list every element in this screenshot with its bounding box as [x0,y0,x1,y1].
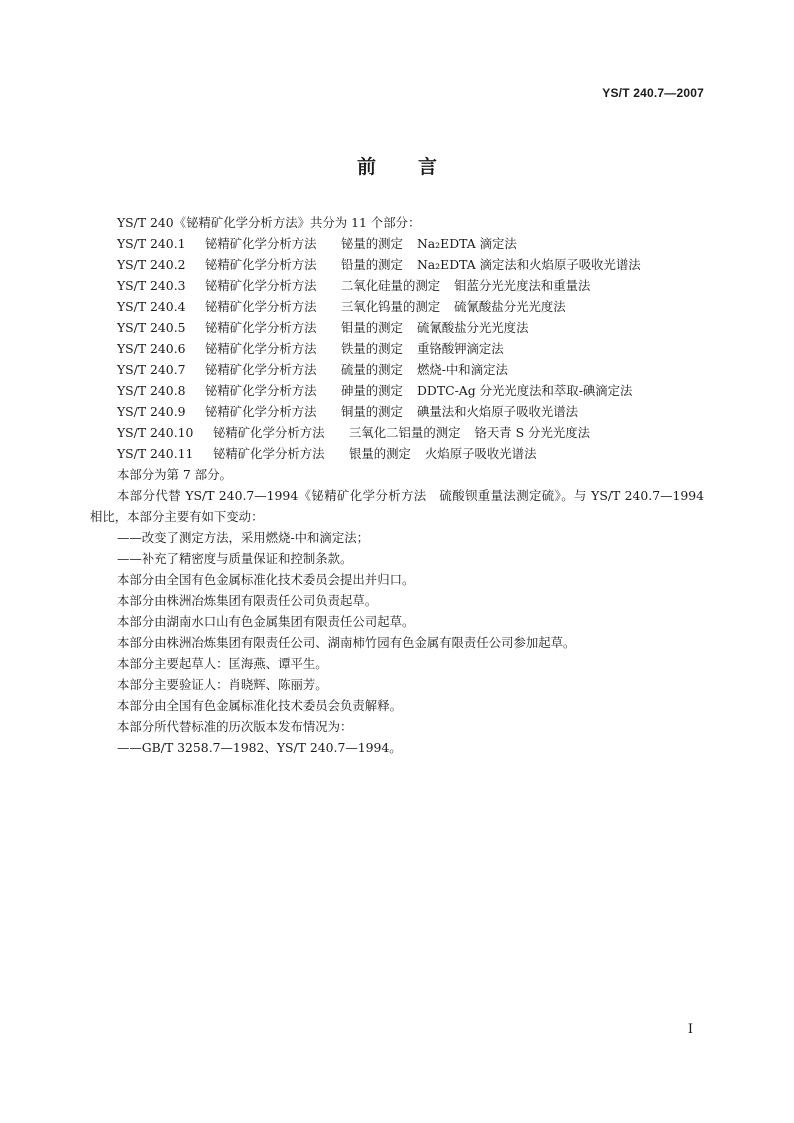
part-item: 铁量的测定 [341,341,403,356]
statement-interpretation: 本部分由全国有色金属标准化技术委员会负责解释。 [117,698,402,713]
part-main-title: 铋精矿化学分析方法 [205,236,317,251]
part-code: YS/T 240.10 [117,425,194,440]
statement-participants: 本部分由株洲冶炼集团有限责任公司、湖南柿竹园有色金属有限责任公司参加起草。 [117,635,576,650]
part-method: 燃烧-中和滴定法 [416,362,508,377]
history-item: ——GB/T 3258.7—1982、YS/T 240.7—1994。 [117,740,402,755]
list-item [90,422,704,443]
list-item [90,443,704,464]
list-item [90,275,704,296]
part-method: 铬天青 S 分光光度法 [474,425,591,440]
part-code: YS/T 240.7 [117,362,186,377]
part-method: 钼蓝分光光度法和重量法 [454,278,591,293]
part-main-title: 铋精矿化学分析方法 [213,446,325,461]
statement-verifiers: 本部分主要验证人：肖晓辉、陈丽芳。 [117,677,328,692]
part-method: 硫氰酸盐分光光度法 [454,299,566,314]
list-item [90,317,704,338]
part-code: YS/T 240.8 [117,383,186,398]
part-main-title: 铋精矿化学分析方法 [205,341,317,356]
page-title: 前言 [356,156,479,178]
part-code: YS/T 240.5 [117,320,186,335]
list-item [90,338,704,359]
list-item [90,254,704,275]
list-item [90,401,704,422]
part-item: 银量的测定 [349,446,411,461]
this-part-statement: 本部分为第 7 部分。 [117,467,232,482]
part-item: 硫量的测定 [341,362,403,377]
statement-drafted-by: 本部分由株洲冶炼集团有限责任公司负责起草。 [117,593,378,608]
statement-proposed-by: 本部分由全国有色金属标准化技术委员会提出并归口。 [117,572,415,587]
part-method: 火焰原子吸收光谱法 [424,446,537,461]
standard-code: YS/T 240.7—2007 [602,86,704,100]
preface-body [90,212,704,758]
part-code: YS/T 240.3 [117,278,186,293]
part-item: 铜量的测定 [341,404,403,419]
part-code: YS/T 240.11 [117,446,194,461]
part-item: 三氧化钨量的测定 [341,299,441,314]
list-item [90,296,704,317]
part-method: Na₂EDTA 滴定法和火焰原子吸收光谱法 [416,257,641,272]
part-main-title: 铋精矿化学分析方法 [213,425,325,440]
statement-history-intro: 本部分所代替标准的历次版本发布情况为： [117,719,353,734]
part-item: 砷量的测定 [341,383,403,398]
list-item [90,380,704,401]
list-item [90,359,704,380]
part-item: 钼量的测定 [341,320,403,335]
part-code: YS/T 240.1 [117,236,186,251]
part-main-title: 铋精矿化学分析方法 [205,320,317,335]
statement-main-drafters: 本部分主要起草人：匡海燕、谭平生。 [117,656,328,671]
part-main-title: 铋精矿化学分析方法 [205,278,317,293]
part-main-title: 铋精矿化学分析方法 [205,362,317,377]
part-method: DDTC-Ag 分光光度法和萃取-碘滴定法 [416,383,633,398]
part-code: YS/T 240.9 [117,404,186,419]
part-method: 硫氰酸盐分光光度法 [416,320,529,335]
part-item: 铅量的测定 [341,257,403,272]
part-main-title: 铋精矿化学分析方法 [205,257,317,272]
statement-co-drafted-by: 本部分由湖南水口山有色金属集团有限责任公司起草。 [117,614,415,629]
part-method: 碘量法和火焰原子吸收光谱法 [416,404,579,419]
part-main-title: 铋精矿化学分析方法 [205,299,317,314]
part-code: YS/T 240.6 [117,341,186,356]
part-item: 铋量的测定 [341,236,403,251]
part-item: 二氧化硅量的测定 [341,278,441,293]
change-item: ——改变了测定方法，采用燃烧-中和滴定法； [117,530,369,545]
parts-list [90,233,704,464]
part-method: 重铬酸钾滴定法 [416,341,504,356]
part-code: YS/T 240.2 [117,257,186,272]
page-number: I [687,1022,693,1037]
replaces-paragraph: 本部分代替 YS/T 240.7—1994《铋精矿化学分析方法 硫酸钡重量法测定硫》。与 YS/T 240.7—1994 相比，本部分主要有如下变动： [90,488,704,524]
intro-paragraph: YS/T 240《铋精矿化学分析方法》共分为 11 个部分： [117,215,421,230]
part-method: Na₂EDTA 滴定法 [416,236,517,251]
list-item [90,233,704,254]
part-main-title: 铋精矿化学分析方法 [205,383,317,398]
part-code: YS/T 240.4 [117,299,186,314]
part-item: 三氧化二铝量的测定 [349,425,461,440]
change-item: ——补充了精密度与质量保证和控制条款。 [117,551,353,566]
part-main-title: 铋精矿化学分析方法 [205,404,317,419]
